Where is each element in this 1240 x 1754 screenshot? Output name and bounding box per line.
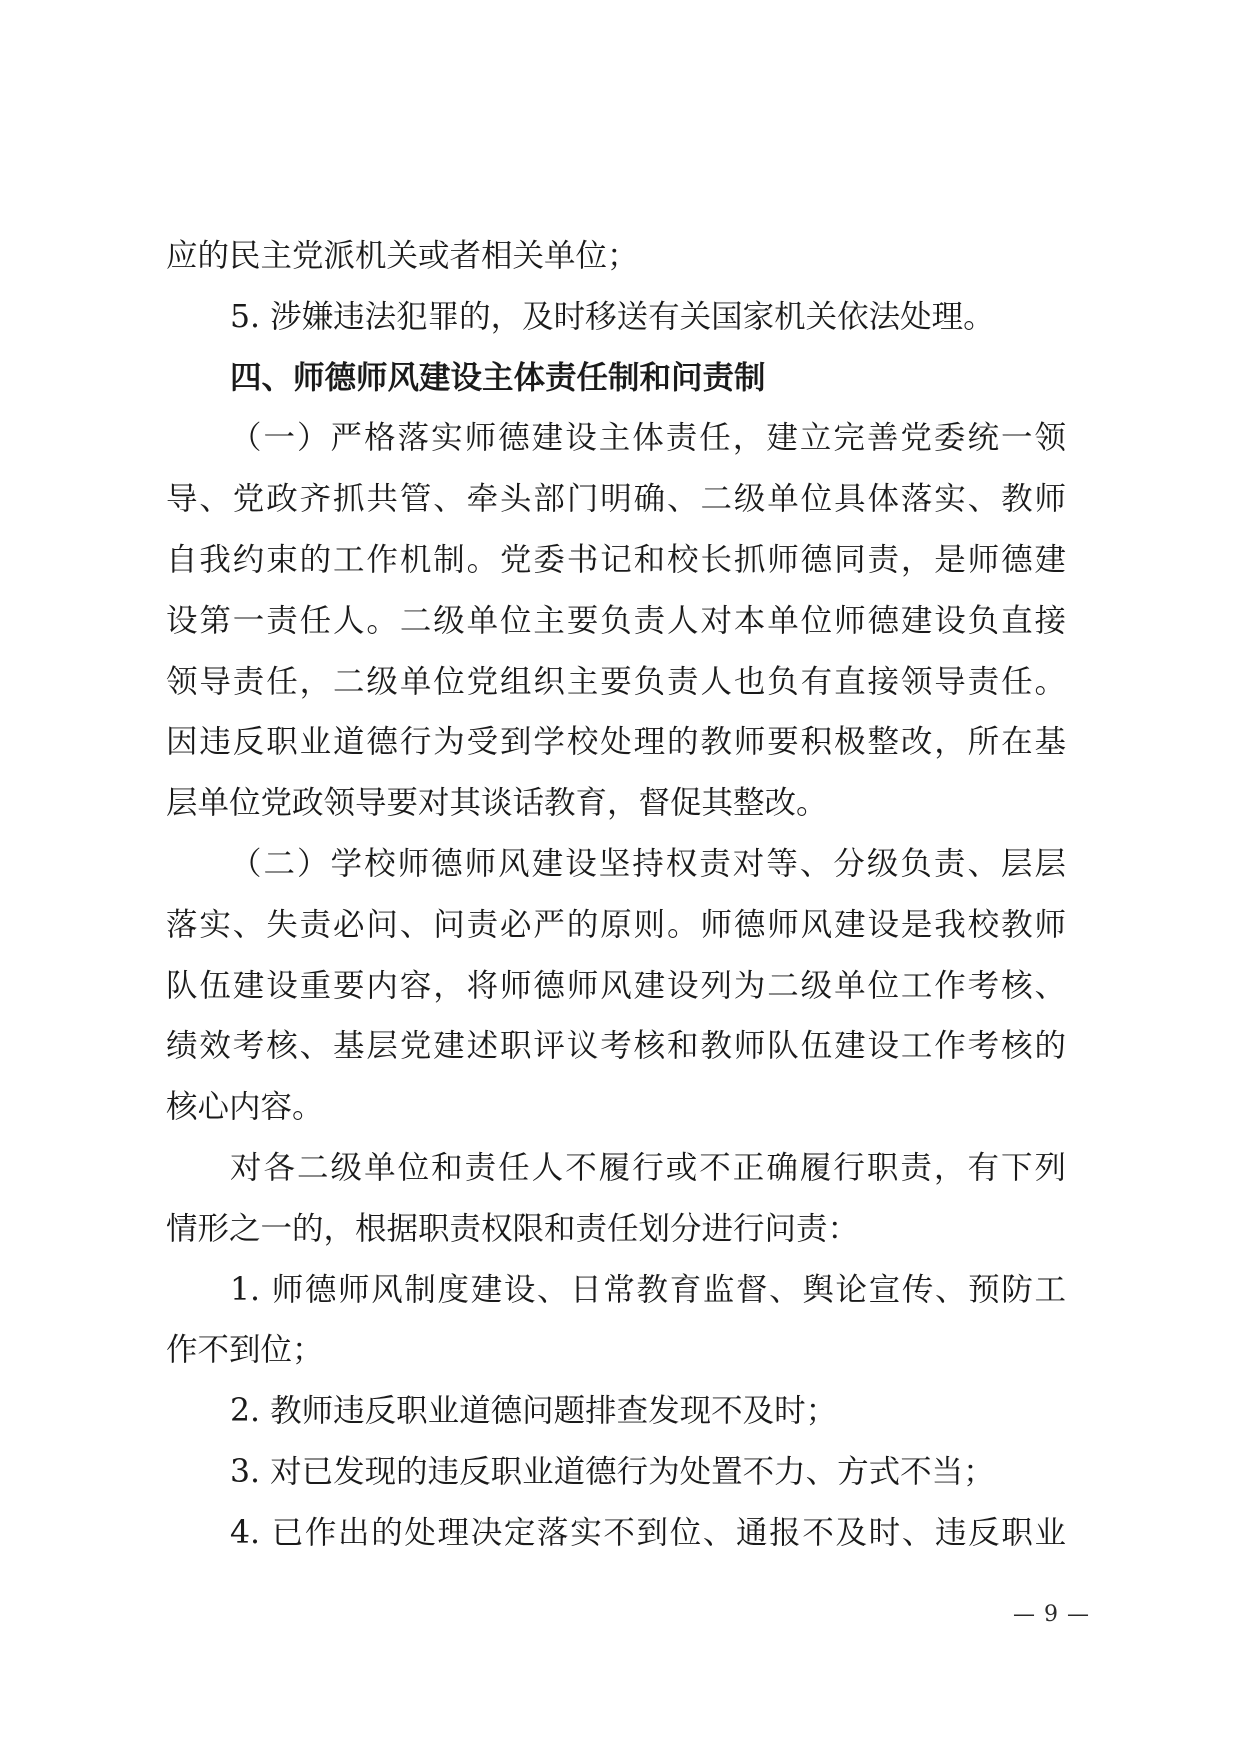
paragraph-line: 情形之一的，根据职责权限和责任划分进行问责： — [166, 1210, 860, 1247]
paragraph-line: 落实、失责必问、问责必严的原则。师德师风建设是我校教师 — [166, 906, 1066, 943]
paragraph-line: 因违反职业道德行为受到学校处理的教师要积极整改，所在基 — [166, 724, 1066, 761]
paragraph-line: 应的民主党派机关或者相关单位； — [166, 238, 639, 274]
page-number: — 9 — — [1013, 1602, 1090, 1627]
paragraph-line: 绩效考核、基层党建述职评议考核和教师队伍建设工作考核的 — [166, 1028, 1066, 1065]
paragraph-line: 自我约束的工作机制。党委书记和校长抓师德同责，是师德建 — [166, 541, 1066, 578]
paragraph-line: 队伍建设重要内容，将师德师风建设列为二级单位工作考核、 — [166, 967, 1066, 1004]
paragraph-line: （二）学校师德师风建设坚持权责对等、分级负责、层层 — [230, 845, 1066, 882]
list-item-continuation: 作不到位； — [166, 1332, 324, 1369]
paragraph-line: 核心内容。 — [166, 1089, 324, 1126]
paragraph-line: 领导责任，二级单位党组织主要负责人也负有直接领导责任。 — [166, 663, 1066, 700]
document-body — [166, 226, 1066, 1564]
paragraph-line: 导、党政齐抓共管、牵头部门明确、二级单位具体落实、教师 — [166, 481, 1066, 518]
list-item: 3. 对已发现的违反职业道德行为处置不力、方式不当； — [230, 1453, 995, 1490]
section-heading: 四、师德师风建设主体责任制和问责制 — [230, 359, 766, 396]
list-item: 4. 已作出的处理决定落实不到位、通报不及时、违反职业 — [230, 1514, 1066, 1551]
paragraph-line: 对各二级单位和责任人不履行或不正确履行职责，有下列 — [230, 1149, 1066, 1186]
paragraph-line: （一）严格落实师德建设主体责任，建立完善党委统一领 — [230, 420, 1066, 457]
list-item: 2. 教师违反职业道德问题排查发现不及时； — [230, 1393, 838, 1430]
list-item: 5. 涉嫌违法犯罪的，及时移送有关国家机关依法处理。 — [230, 298, 995, 335]
list-item: 1. 师德师风制度建设、日常教育监督、舆论宣传、预防工 — [230, 1271, 1066, 1308]
paragraph-line: 设第一责任人。二级单位主要负责人对本单位师德建设负直接 — [166, 602, 1066, 639]
paragraph-line: 层单位党政领导要对其谈话教育，督促其整改。 — [166, 785, 828, 822]
